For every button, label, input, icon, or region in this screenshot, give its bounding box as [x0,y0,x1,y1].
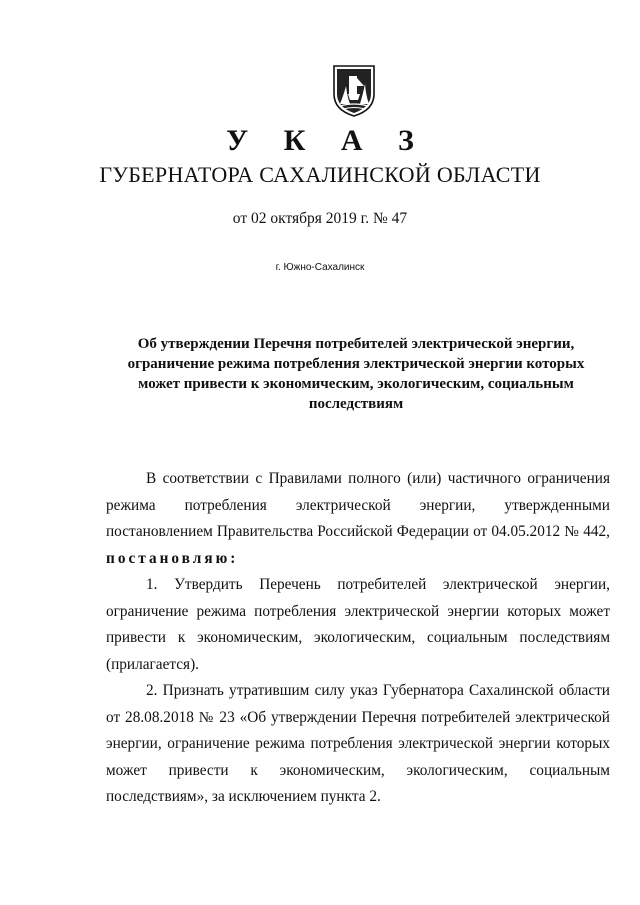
text-line: постановлением Правительства Российской Федерации от 04.05.2012 № 442, [106,523,610,540]
preamble-paragraph [106,466,610,572]
text-line: последствиям», за исключением пункта 2. [106,788,381,805]
text-line: режима потребления электрической энергии, утвержденными [106,496,610,514]
text-line: может привести к экономическим, экологическим, социальным [106,761,610,779]
issuer-heading: ГУБЕРНАТОРА САХАЛИНСКОЙ ОБЛАСТИ [99,162,541,187]
text-line: привести к экономическим, экологическим, социальным последствиям [106,629,610,646]
item-2-paragraph [106,678,610,811]
decree-date-number: от 02 октября 2019 г. № 47 [232,210,408,227]
decree-heading: У К А З [226,124,428,157]
city-name: г. Южно-Сахалинск [275,262,365,273]
item-1-paragraph [106,572,610,678]
decree-title [112,334,600,414]
sakhalin-coat-of-arms-icon [330,64,378,118]
resolve-word: постановляю: [106,549,239,567]
title-line: может привести к экономическим, экологическим, социальным [138,376,574,392]
text-line: (прилагается). [106,655,200,673]
text-line: от 28.08.2018 № 23 «Об утверждении Перечня потребителей электрической [106,708,610,726]
decree-body [106,466,610,811]
title-line: Об утверждении Перечня потребителей электрической энергии, [137,336,575,352]
text-line: В соответствии с Правилами полного (или) частичного ограничения [146,470,610,487]
text-line: 1. Утвердить Перечень потребителей электрической энергии, [146,576,610,593]
text-line: 2. Признать утратившим силу указ Губернатора Сахалинской области [146,682,610,699]
text-line: ограничение режима потребления электрической энергии которых может [106,602,610,620]
text-line: энергии, ограничение режима потребления электрической энергии которых [106,735,610,752]
title-line: ограничение режима потребления электрической энергии которых [127,356,585,372]
title-line: последствиям [308,396,404,412]
